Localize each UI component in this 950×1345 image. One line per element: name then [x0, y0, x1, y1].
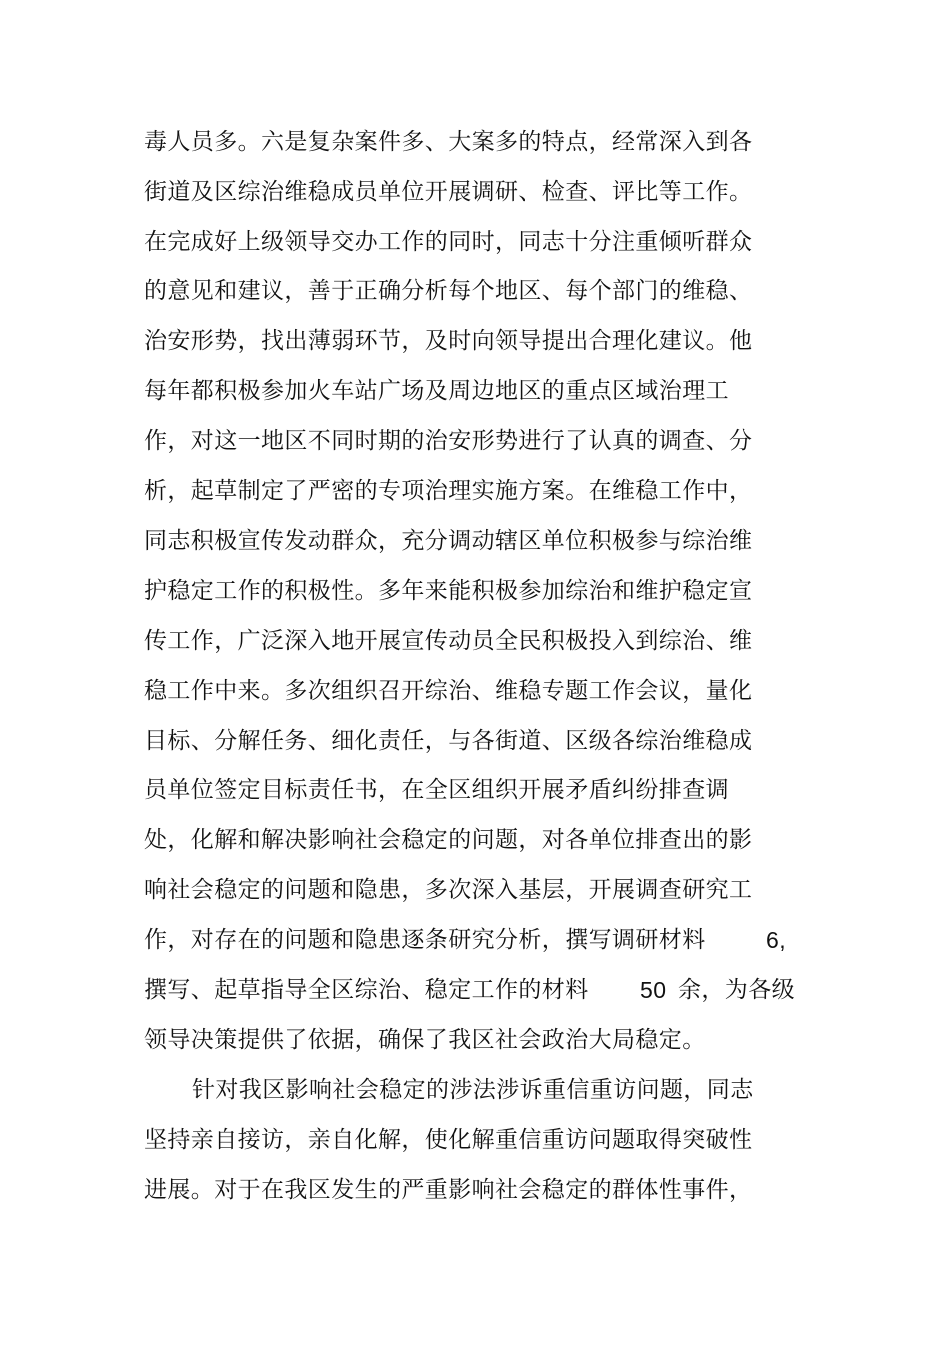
text-line: 作，对这一地区不同时期的治安形势进行了认真的调查、分 — [144, 428, 753, 454]
paragraph-first-line: 针对我区影响社会稳定的涉法涉诉重信重访问题，同志 — [192, 1077, 754, 1103]
text-line: 响社会稳定的问题和隐患，多次深入基层，开展调查研究工 — [144, 877, 753, 903]
text-line: 传工作，广泛深入地开展宣传动员全民积极投入到综治、维 — [144, 628, 753, 654]
text-line: 领导决策提供了依据，确保了我区社会政治大局稳定。 — [144, 1027, 706, 1053]
text-line: 坚持亲自接访，亲自化解，使化解重信重访问题取得突破性 — [144, 1127, 753, 1153]
text-line — [144, 975, 589, 1005]
text-segment: 撰写、起草指导全区综治、稳定工作的材料 — [144, 977, 589, 1003]
text-line: 进展。对于在我区发生的严重影响社会稳定的群体性事件， — [144, 1177, 753, 1203]
text-line: 析，起草制定了严密的专项治理实施方案。在维稳工作中， — [144, 478, 753, 504]
text-segment: 余，为各级 — [678, 977, 795, 1003]
text-line: 同志积极宣传发动群众，充分调动辖区单位积极参与综治维 — [144, 528, 753, 554]
text-line: 处，化解和解决影响社会稳定的问题，对各单位排查出的影 — [144, 827, 753, 853]
text-line: 目标、分解任务、细化责任，与各街道、区级各综治维稳成 — [144, 728, 753, 754]
text-line: 治安形势，找出薄弱环节，及时向领导提出合理化建议。他 — [144, 328, 753, 354]
text-line: 员单位签定目标责任书，在全区组织开展矛盾纠纷排查调 — [144, 777, 729, 803]
text-line: 的意见和建议，善于正确分析每个地区、每个部门的维稳、 — [144, 278, 753, 304]
text-line: 每年都积极参加火车站广场及周边地区的重点区域治理工 — [144, 378, 729, 404]
text-line: 街道及区综治维稳成员单位开展调研、检查、评比等工作。 — [144, 179, 753, 205]
text-line: 在完成好上级领导交办工作的同时，同志十分注重倾听群众 — [144, 229, 753, 255]
text-number: 50 — [640, 977, 667, 1003]
text-line — [144, 925, 706, 955]
text-line: 稳工作中来。多次组织召开综治、维稳专题工作会议，量化 — [144, 678, 753, 704]
text-line: 毒人员多。六是复杂案件多、大案多的特点，经常深入到各 — [144, 129, 753, 155]
text-line: 护稳定工作的积极性。多年来能积极参加综治和维护稳定宣 — [144, 578, 753, 604]
text-segment: 作，对存在的问题和隐患逐条研究分析，撰写调研材料 — [144, 927, 706, 953]
text-number: 6, — [766, 927, 786, 953]
